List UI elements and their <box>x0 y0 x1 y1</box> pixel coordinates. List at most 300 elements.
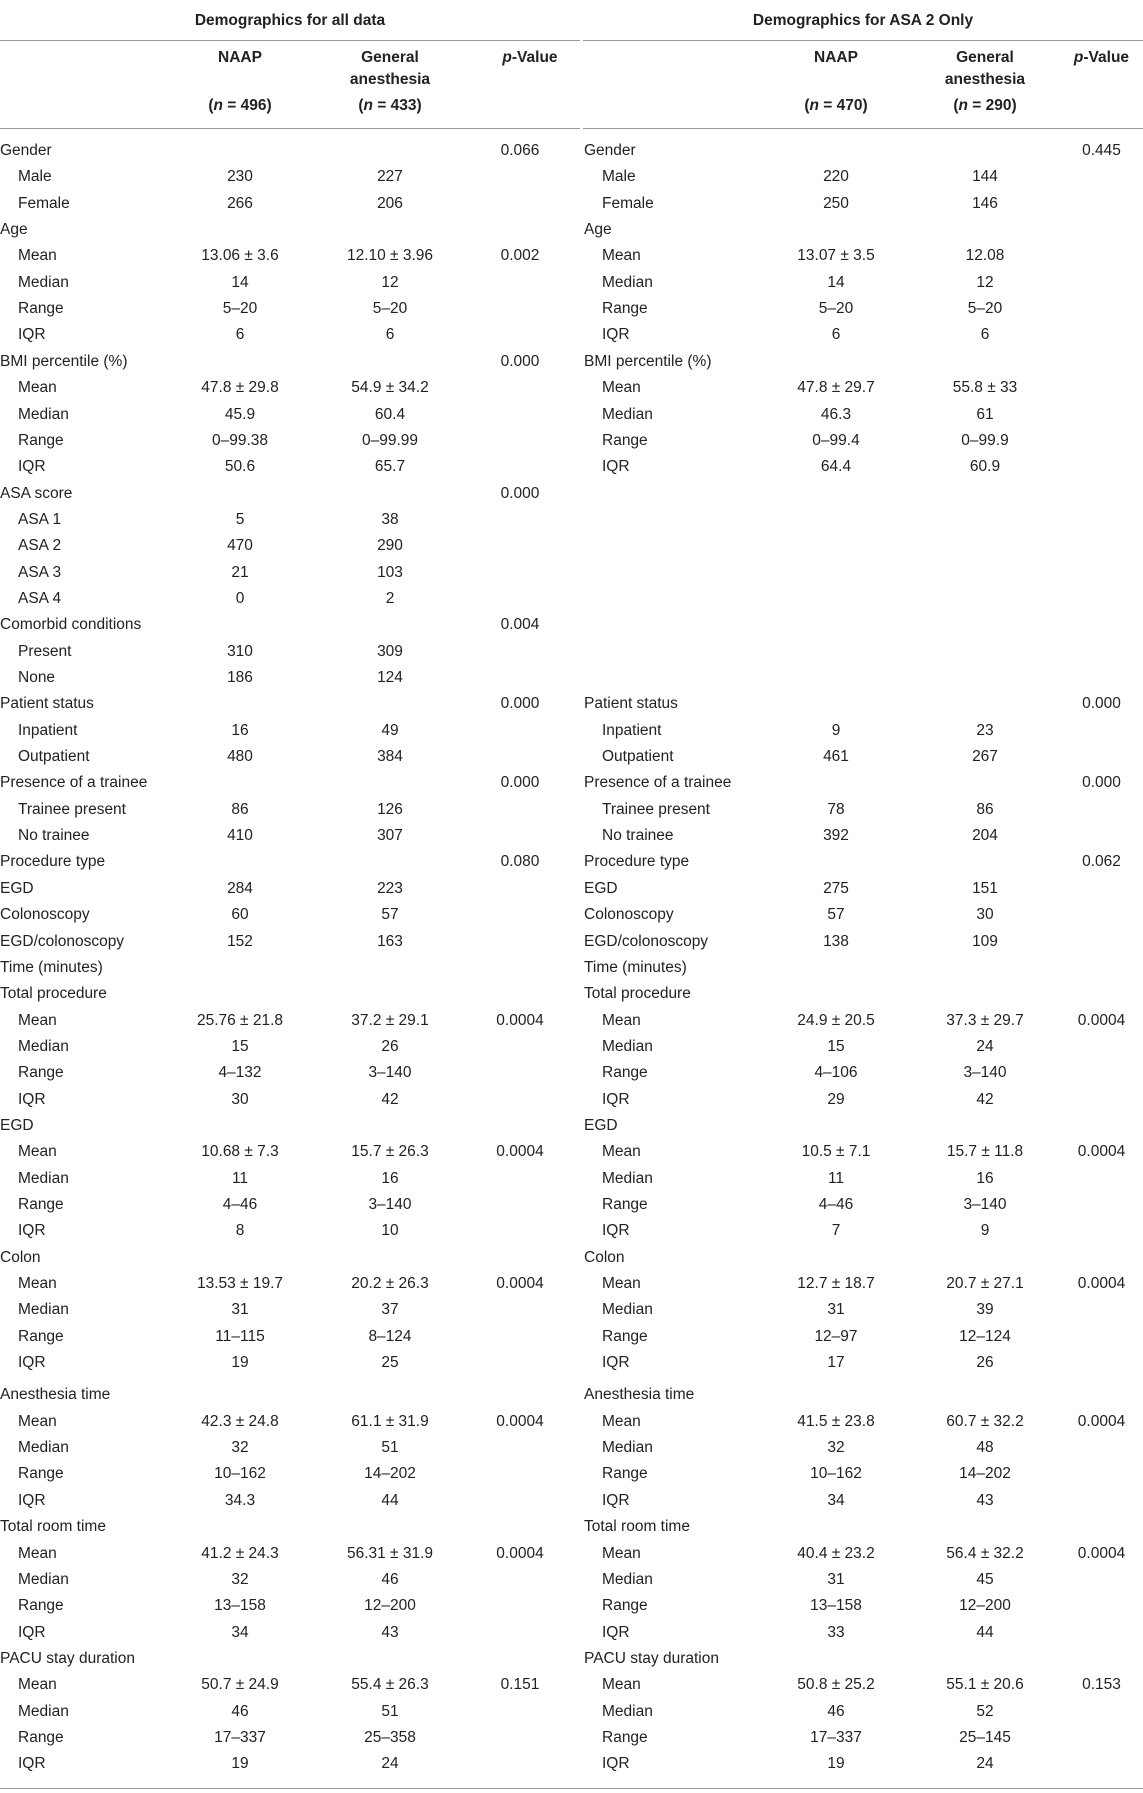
right-table-row <box>0 1672 1143 1698</box>
left-row-label: Range <box>18 1196 64 1213</box>
left-row-label: Median <box>18 406 69 423</box>
right-row-label: Median <box>602 1571 653 1588</box>
left-p-value: 0.080 <box>500 853 540 870</box>
left-top-rule <box>0 40 580 41</box>
left-row-label: IQR <box>18 326 46 343</box>
left-ga-value: 223 <box>377 880 403 897</box>
left-col-naap-header: NAAP <box>218 49 262 66</box>
right-naap-value: 5–20 <box>818 300 854 317</box>
right-table-row <box>0 454 1143 480</box>
right-naap-value: 392 <box>823 827 849 844</box>
right-table-row <box>0 1166 1143 1192</box>
right-naap-value: 15 <box>827 1038 845 1055</box>
left-naap-value: 15 <box>231 1038 249 1055</box>
right-row-label: IQR <box>602 1492 630 1509</box>
left-ga-value: 51 <box>381 1703 399 1720</box>
left-row-label: Median <box>18 1439 69 1456</box>
left-row-label: Range <box>18 1729 64 1746</box>
right-naap-value: 46.3 <box>820 406 852 423</box>
left-row-label: Patient status <box>0 695 94 712</box>
right-ga-value: 204 <box>972 827 998 844</box>
right-table-row <box>0 402 1143 428</box>
left-ga-value: 60.4 <box>374 406 406 423</box>
right-naap-value: 47.8 ± 29.7 <box>797 379 875 396</box>
right-row-label: Mean <box>602 1143 641 1160</box>
right-naap-value: 4–46 <box>818 1196 854 1213</box>
right-row-label: Gender <box>584 142 636 159</box>
right-row-label: EGD/colonoscopy <box>584 933 709 950</box>
left-ga-value: 26 <box>381 1038 399 1055</box>
left-row-label: Mean <box>18 1413 57 1430</box>
left-ga-value: 16 <box>381 1170 399 1187</box>
left-row-label: IQR <box>18 1091 46 1108</box>
right-table-row <box>0 1751 1143 1777</box>
right-table-row <box>0 1008 1143 1034</box>
right-ga-value: 60.7 ± 32.2 <box>946 1413 1024 1430</box>
right-ga-value: 52 <box>976 1703 994 1720</box>
right-col-ga-header <box>915 47 1055 91</box>
right-row-label: IQR <box>602 326 630 343</box>
right-table-row <box>0 639 1143 665</box>
left-ga-value: 14–202 <box>364 1465 416 1482</box>
left-p-value: 0.000 <box>500 353 540 370</box>
right-ga-value: 56.4 ± 32.2 <box>946 1545 1024 1562</box>
right-n-ga-value: 290 <box>985 97 1012 114</box>
right-ga-value: 15.7 ± 11.8 <box>946 1143 1024 1160</box>
left-row-label: EGD <box>0 1117 34 1134</box>
left-row-label: ASA 4 <box>18 590 62 607</box>
left-ga-value: 206 <box>377 195 403 212</box>
right-naap-value: 12–97 <box>814 1328 858 1345</box>
right-table-row <box>0 1271 1143 1297</box>
right-table-row <box>0 481 1143 507</box>
left-naap-value: 284 <box>227 880 253 897</box>
left-row-label: Male <box>18 168 52 185</box>
left-row-label: Time (minutes) <box>0 959 103 976</box>
left-row-label: Median <box>18 1301 69 1318</box>
left-naap-value: 41.2 ± 24.3 <box>201 1545 279 1562</box>
left-n-naap-value: 496 <box>240 97 267 114</box>
right-ga-value: 144 <box>972 168 998 185</box>
right-ga-value: 24 <box>976 1755 994 1772</box>
left-p-value: 0.151 <box>500 1676 540 1693</box>
right-p-value: 0.0004 <box>1077 1413 1126 1430</box>
right-table-row <box>0 164 1143 190</box>
left-naap-value: 46 <box>231 1703 249 1720</box>
left-ga-value: 5–20 <box>372 300 408 317</box>
left-row-label: None <box>18 669 56 686</box>
left-col-ga-header <box>320 47 460 91</box>
right-row-label: Median <box>602 1301 653 1318</box>
left-col-p-rest: -Value <box>511 49 558 66</box>
right-table-row <box>0 1461 1143 1487</box>
right-table-row <box>0 533 1143 559</box>
right-naap-value: 6 <box>831 326 841 343</box>
right-n-ga: (n = 290) <box>953 97 1017 114</box>
right-row-label: Total room time <box>584 1518 690 1535</box>
right-table-row <box>0 612 1143 638</box>
right-row-label: Trainee present <box>602 801 710 818</box>
right-naap-value: 10–162 <box>810 1465 862 1482</box>
left-ga-value: 6 <box>385 326 395 343</box>
right-naap-value: 31 <box>827 1301 845 1318</box>
left-row-label: Colonoscopy <box>0 906 90 923</box>
right-row-label: Colonoscopy <box>584 906 674 923</box>
right-row-label: IQR <box>602 1755 630 1772</box>
right-row-label: EGD <box>584 1117 618 1134</box>
right-table-row <box>0 1297 1143 1323</box>
right-row-label: Range <box>602 1328 648 1345</box>
right-naap-value: 17 <box>827 1354 845 1371</box>
left-ga-value: 25 <box>381 1354 399 1371</box>
right-table-row <box>0 243 1143 269</box>
right-ga-value: 109 <box>972 933 998 950</box>
right-ga-value: 12–200 <box>959 1597 1011 1614</box>
left-naap-value: 310 <box>227 643 253 660</box>
left-naap-value: 10–162 <box>214 1465 266 1482</box>
right-row-label: Presence of a trainee <box>584 774 732 791</box>
right-naap-value: 13.07 ± 3.5 <box>797 247 875 264</box>
left-ga-value: 20.2 ± 26.3 <box>351 1275 429 1292</box>
right-naap-value: 31 <box>827 1571 845 1588</box>
left-p-value: 0.000 <box>500 774 540 791</box>
left-row-label: No trainee <box>18 827 90 844</box>
right-table-row <box>0 560 1143 586</box>
right-p-value: 0.153 <box>1082 1676 1121 1693</box>
right-table-row <box>0 665 1143 691</box>
right-section-title: Demographics for ASA 2 Only <box>752 12 974 29</box>
left-n-ga: (n = 433) <box>358 97 422 114</box>
left-ga-value: 54.9 ± 34.2 <box>351 379 429 396</box>
right-row-label: EGD <box>584 880 618 897</box>
right-ga-value: 55.8 ± 33 <box>952 379 1018 396</box>
right-table-row <box>0 1541 1143 1567</box>
right-table-row <box>0 691 1143 717</box>
right-naap-value: 138 <box>823 933 849 950</box>
left-row-label: Presence of a trainee <box>0 774 148 791</box>
left-row-label: Mean <box>18 379 57 396</box>
left-p-value: 0.002 <box>500 247 540 264</box>
left-naap-value: 21 <box>231 564 249 581</box>
left-ga-value: 307 <box>377 827 403 844</box>
right-header-rule <box>583 128 1143 129</box>
left-row-label: BMI percentile (%) <box>0 353 128 370</box>
left-row-label: Total room time <box>0 1518 106 1535</box>
left-naap-value: 32 <box>231 1571 249 1588</box>
left-naap-value: 34 <box>231 1624 249 1641</box>
right-ga-value: 12–124 <box>959 1328 1011 1345</box>
left-row-label: Mean <box>18 1676 57 1693</box>
right-naap-value: 78 <box>827 801 845 818</box>
left-row-label: Outpatient <box>18 748 90 765</box>
left-ga-value: 163 <box>377 933 403 950</box>
left-ga-value: 57 <box>381 906 399 923</box>
left-p-value: 0.0004 <box>496 1545 544 1562</box>
left-naap-value: 4–132 <box>218 1064 262 1081</box>
right-row-label: Age <box>584 221 612 238</box>
left-row-label: IQR <box>18 1354 46 1371</box>
right-row-label: Time (minutes) <box>584 959 687 976</box>
left-col-p-italic: p <box>502 49 512 66</box>
right-row-label: Range <box>602 1465 648 1482</box>
left-p-value: 0.0004 <box>496 1413 544 1430</box>
left-naap-value: 6 <box>235 326 245 343</box>
right-p-value: 0.062 <box>1082 853 1121 870</box>
right-top-rule <box>583 40 1143 41</box>
left-n-naap: (n = 496) <box>208 97 272 114</box>
right-naap-value: 10.5 ± 7.1 <box>801 1143 871 1160</box>
left-ga-value: 227 <box>377 168 403 185</box>
right-row-label: Mean <box>602 1545 641 1562</box>
left-row-label: Inpatient <box>18 722 78 739</box>
right-table-row <box>0 823 1143 849</box>
left-naap-value: 13.53 ± 19.7 <box>196 1275 284 1292</box>
right-naap-value: 12.7 ± 18.7 <box>797 1275 875 1292</box>
right-row-label: Mean <box>602 1413 641 1430</box>
right-ga-value: 20.7 ± 27.1 <box>946 1275 1024 1292</box>
bottom-rule <box>0 1788 1143 1789</box>
right-ga-value: 5–20 <box>967 300 1003 317</box>
left-naap-value: 230 <box>227 168 253 185</box>
left-row-label: Mean <box>18 1545 57 1562</box>
left-row-label: Female <box>18 195 70 212</box>
left-ga-value: 37 <box>381 1301 399 1318</box>
right-table-row <box>0 375 1143 401</box>
left-row-label: Mean <box>18 1012 57 1029</box>
right-naap-value: 50.8 ± 25.2 <box>797 1676 875 1693</box>
right-row-label: Mean <box>602 379 641 396</box>
right-row-label: Range <box>602 1064 648 1081</box>
right-table-row <box>0 770 1143 796</box>
left-row-label: Range <box>18 1328 64 1345</box>
left-row-label: Median <box>18 1703 69 1720</box>
right-naap-value: 13–158 <box>810 1597 862 1614</box>
left-p-value: 0.066 <box>500 142 540 159</box>
right-ga-value: 55.1 ± 20.6 <box>946 1676 1024 1693</box>
left-row-label: IQR <box>18 1755 46 1772</box>
right-row-label: IQR <box>602 1624 630 1641</box>
right-table-row <box>0 1113 1143 1139</box>
left-naap-value: 25.76 ± 21.8 <box>196 1012 284 1029</box>
left-ga-value: 56.31 ± 31.9 <box>346 1545 434 1562</box>
right-ga-value: 61 <box>976 406 994 423</box>
left-row-label: Total procedure <box>0 985 107 1002</box>
right-row-label: IQR <box>602 1354 630 1371</box>
right-naap-value: 33 <box>827 1624 845 1641</box>
left-row-label: ASA 1 <box>18 511 62 528</box>
left-ga-value: 42 <box>381 1091 399 1108</box>
right-naap-value: 24.9 ± 20.5 <box>797 1012 875 1029</box>
left-p-value: 0.0004 <box>496 1012 544 1029</box>
right-ga-value: 86 <box>976 801 994 818</box>
right-ga-value: 267 <box>972 748 998 765</box>
right-ga-value: 25–145 <box>959 1729 1011 1746</box>
left-naap-value: 5 <box>235 511 245 528</box>
left-naap-value: 50.6 <box>224 458 256 475</box>
right-table-row <box>0 1620 1143 1646</box>
right-row-label: Anesthesia time <box>584 1386 695 1403</box>
right-naap-value: 0–99.4 <box>812 432 860 449</box>
left-row-label: Range <box>18 1465 64 1482</box>
left-ga-value: 0–99.99 <box>361 432 419 449</box>
left-header-rule <box>0 128 580 129</box>
right-ga-value: 42 <box>976 1091 994 1108</box>
left-ga-value: 25–358 <box>364 1729 416 1746</box>
right-naap-value: 4–106 <box>814 1064 858 1081</box>
right-row-label: Outpatient <box>602 748 674 765</box>
left-ga-value: 2 <box>385 590 395 607</box>
right-ga-value: 3–140 <box>963 1064 1007 1081</box>
right-table-row <box>0 1699 1143 1725</box>
right-p-value: 0.0004 <box>1077 1012 1126 1029</box>
right-row-label: Range <box>602 300 648 317</box>
left-naap-value: 13.06 ± 3.6 <box>201 247 279 264</box>
left-col-p-header <box>480 47 580 69</box>
right-table-row <box>0 718 1143 744</box>
left-row-label: Comorbid conditions <box>0 616 142 633</box>
right-row-label: Mean <box>602 1676 641 1693</box>
left-ga-value: 65.7 <box>374 458 406 475</box>
right-row-label: Patient status <box>584 695 678 712</box>
right-p-value: 0.445 <box>1082 142 1121 159</box>
right-naap-value: 41.5 ± 23.8 <box>797 1413 875 1430</box>
left-p-value: 0.000 <box>500 695 540 712</box>
right-table-row <box>0 1382 1143 1408</box>
right-ga-value: 30 <box>976 906 994 923</box>
right-table-row <box>0 296 1143 322</box>
left-naap-value: 86 <box>231 801 249 818</box>
right-row-label: Range <box>602 432 648 449</box>
right-naap-value: 64.4 <box>820 458 852 475</box>
left-ga-value: 10 <box>381 1222 399 1239</box>
left-naap-value: 16 <box>231 722 249 739</box>
right-table-row <box>0 1646 1143 1672</box>
left-naap-value: 30 <box>231 1091 249 1108</box>
right-table-row <box>0 1192 1143 1218</box>
right-p-value: 0.000 <box>1082 695 1121 712</box>
left-p-value: 0.004 <box>500 616 540 633</box>
right-row-label: Mean <box>602 1012 641 1029</box>
right-table-row <box>0 849 1143 875</box>
left-ga-value: 12–200 <box>364 1597 416 1614</box>
right-table-row <box>0 586 1143 612</box>
left-row-label: Anesthesia time <box>0 1386 111 1403</box>
left-row-label: Median <box>18 274 69 291</box>
left-row-label: Range <box>18 1064 64 1081</box>
left-row-label: Age <box>0 221 28 238</box>
right-row-label: Total procedure <box>584 985 691 1002</box>
right-col-ga-line2: anesthesia <box>944 71 1026 88</box>
right-naap-value: 9 <box>831 722 841 739</box>
right-table-row <box>0 902 1143 928</box>
right-table-row <box>0 138 1143 164</box>
right-row-label: IQR <box>602 1091 630 1108</box>
right-col-naap-header: NAAP <box>814 49 858 66</box>
right-table-row <box>0 1409 1143 1435</box>
right-ga-value: 14–202 <box>959 1465 1011 1482</box>
left-row-label: Mean <box>18 1275 57 1292</box>
left-section-title: Demographics for all data <box>194 12 386 29</box>
right-n-naap: (n = 470) <box>804 97 868 114</box>
right-row-label: Mean <box>602 1275 641 1292</box>
left-row-label: ASA 3 <box>18 564 62 581</box>
right-naap-value: 275 <box>823 880 849 897</box>
left-naap-value: 19 <box>231 1755 249 1772</box>
right-table-row <box>0 1218 1143 1244</box>
right-n-naap-value: 470 <box>836 97 863 114</box>
right-table-row <box>0 349 1143 375</box>
right-naap-value: 250 <box>823 195 849 212</box>
right-ga-value: 23 <box>976 722 994 739</box>
right-col-ga-line1: General <box>956 49 1014 66</box>
left-naap-value: 11–115 <box>215 1328 265 1345</box>
right-col-p-rest: -Value <box>1083 49 1130 66</box>
right-row-label: Colon <box>584 1249 625 1266</box>
left-row-label: Median <box>18 1571 69 1588</box>
left-naap-value: 42.3 ± 24.8 <box>201 1413 279 1430</box>
left-row-label: PACU stay duration <box>0 1650 135 1667</box>
left-ga-value: 43 <box>381 1624 399 1641</box>
left-naap-value: 5–20 <box>222 300 258 317</box>
right-row-label: Range <box>602 1196 648 1213</box>
left-naap-value: 10.68 ± 7.3 <box>201 1143 279 1160</box>
right-table-row <box>0 1139 1143 1165</box>
right-naap-value: 220 <box>823 168 849 185</box>
right-naap-value: 11 <box>827 1170 845 1187</box>
right-table-row <box>0 322 1143 348</box>
right-table-row <box>0 1087 1143 1113</box>
left-naap-value: 0 <box>235 590 245 607</box>
left-p-value: 0.000 <box>500 485 540 502</box>
left-row-label: Median <box>18 1170 69 1187</box>
right-ga-value: 6 <box>980 326 990 343</box>
right-row-label: IQR <box>602 458 630 475</box>
left-naap-value: 4–46 <box>222 1196 258 1213</box>
left-ga-value: 3–140 <box>368 1064 412 1081</box>
right-table-row <box>0 1725 1143 1751</box>
right-naap-value: 19 <box>827 1755 845 1772</box>
right-table-row <box>0 981 1143 1007</box>
left-col-ga-line1: General <box>361 49 419 66</box>
left-p-value: 0.0004 <box>496 1143 544 1160</box>
right-ga-value: 43 <box>976 1492 994 1509</box>
left-ga-value: 38 <box>381 511 399 528</box>
right-ga-value: 44 <box>976 1624 994 1641</box>
right-ga-value: 24 <box>976 1038 994 1055</box>
left-ga-value: 44 <box>381 1492 399 1509</box>
right-col-p-header <box>1060 47 1143 69</box>
left-ga-value: 124 <box>377 669 403 686</box>
left-row-label: Trainee present <box>18 801 126 818</box>
right-ga-value: 37.3 ± 29.7 <box>946 1012 1024 1029</box>
left-row-label: Procedure type <box>0 853 106 870</box>
left-row-label: Median <box>18 1038 69 1055</box>
right-ga-value: 12 <box>976 274 994 291</box>
right-table-row <box>0 797 1143 823</box>
right-ga-value: 3–140 <box>963 1196 1007 1213</box>
right-row-label: Median <box>602 406 653 423</box>
left-naap-value: 45.9 <box>224 406 256 423</box>
left-ga-value: 49 <box>381 722 399 739</box>
left-naap-value: 32 <box>231 1439 249 1456</box>
right-ga-value: 146 <box>972 195 998 212</box>
left-ga-value: 37.2 ± 29.1 <box>351 1012 429 1029</box>
left-naap-value: 470 <box>227 537 253 554</box>
left-ga-value: 103 <box>377 564 403 581</box>
right-row-label: Median <box>602 1439 653 1456</box>
right-ga-value: 12.08 <box>965 247 1005 264</box>
left-naap-value: 13–158 <box>214 1597 266 1614</box>
